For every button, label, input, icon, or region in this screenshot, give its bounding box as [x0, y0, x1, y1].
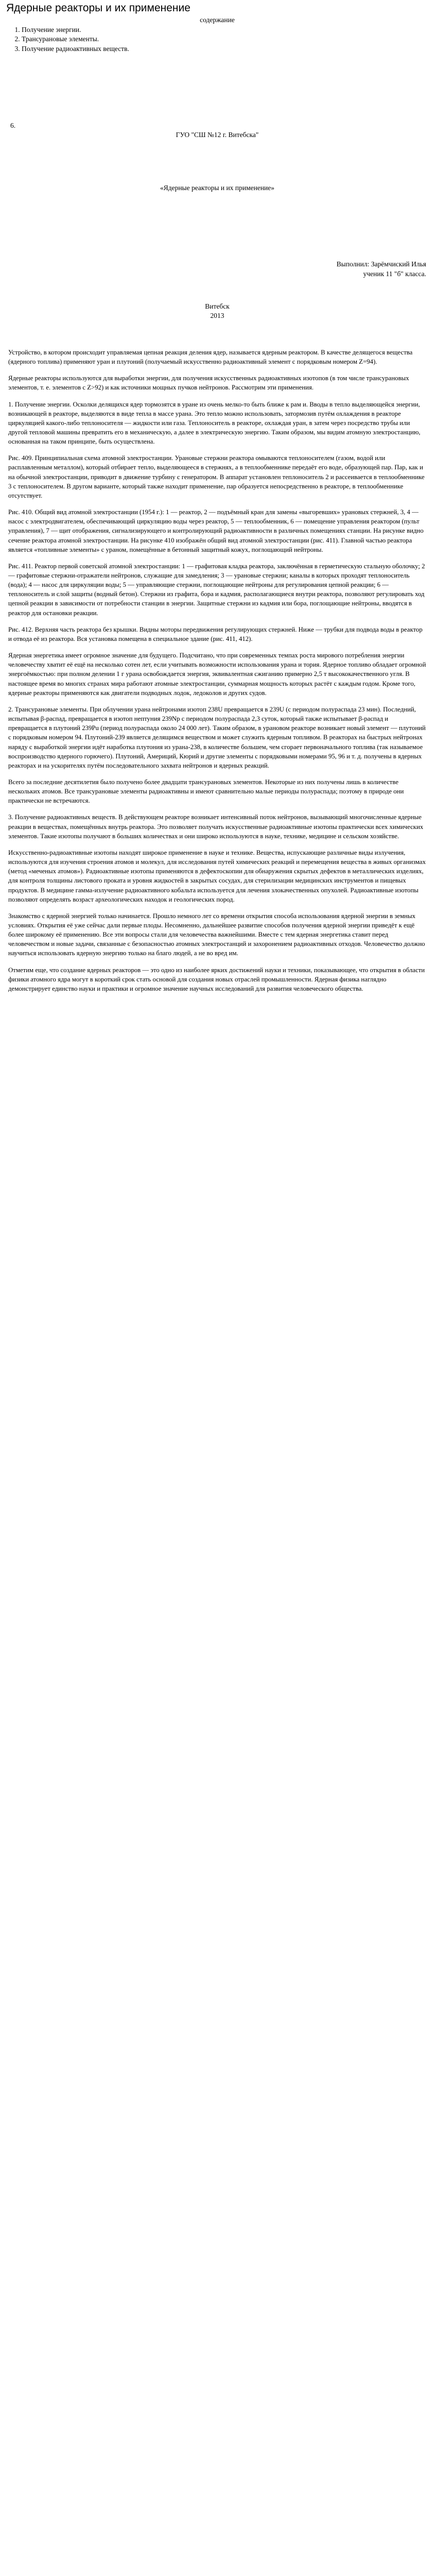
paragraph: 2. Трансурановые элементы. При облучении урана нейтронами изотоп 238U превращается в 239U (с периодом полураспада 23 мин). Последний, испытывая β-распад, превращается в изотоп нептуния 239Np с периодом полураспада 2,3 суток, который также испытывает β-распад и превращается в плутоний 239Pu (период полураспада около 24 000 лет). Таким образом, в урановом реакторе возникает новый элемент — плутоний с порядковым номером 94. Плутоний-239 является делящимся веществом и может служить ядерным топливом. В реакторах на быстрых нейтронах наряду с выработкой энергии идёт наработка плутония из урана-238, в количестве большем, чем сгорает первоначального топлива (так называемое воспроизводство ядерного горючего). Плутоний, Америций, Кюрий и другие элементы с порядковыми номерами 95, 96 и т. д. получены в ядерных реакторах и на ускорителях путём последовательного захвата нейтронов и ядерных реакций. — [8, 705, 426, 769]
author-line: Выполнил: Зарёмчиский Илья — [336, 260, 426, 268]
author-class: ученик 11 "б" класса. — [363, 270, 426, 278]
paragraph: 3. Получение радиоактивных веществ. В действующем реакторе возникает интенсивный поток нейтронов, вызывающий многочисленные ядерные реакции в веществах, помещённых внутрь реактора. Это позволяет получать искусственные радиоактивные изотопы практически всех химических элементов. Такие изотопы получают в больших количествах и они широко используются в науке, технике, медицине и сельском хозяйстве. — [8, 814, 424, 840]
toc-heading: содержание — [200, 16, 235, 24]
report-topic: «Ядерные реакторы и их применение» — [160, 183, 275, 192]
paragraph: Рис. 410. Общий вид атомной электростанции (1954 г.): 1 — реактор, 2 — подъёмный кран для замены «выгоревших» урановых стержней, 3, 4 — насос с электродвигателем, обеспечивающий циркуляцию воды через реактор, 5 — теплообменник, 6 — помещение управления реактором (пульт управления), 7 — щит отображения, сигнализирующего и контролирующий радиоактивности в различных помещениях станции. На рисунке видно сечение реактора атомной электростанции. На рисунке 410 изображён общий вид атомной электростанции (рис. 411). Главной частью реактора является «топливные элементы» с ураном, помещённые в бетонный защитный кожух, поглощающий нейтроны. — [8, 509, 424, 553]
paragraph: 1. Получение энергии. Осколки делящихся ядер тормозятся в уране из очень мелко-то быть ближе к рам и. Вводы в тепло выделяющейся энергии, возникающей в реакторе, выделяются в виде тепла в массе урана. Это тепло можно использовать, затормозив путём охлаждения в реакторе циркуляцией какого-либо теплоносителя — жидкости или газа. Теплоноситель в реакторе, охлаждая уран, в затем через посредство трубы или другой тепловой машины превратить его в механическую, а далее в электрическую энергию. Таким образом, мы видим атомную электростанцию, основанная на таком принципе, быть осуществлена. — [8, 400, 421, 446]
section-marker: 6. — [10, 121, 16, 129]
paragraph: Всего за последние десятилетия было получено более двадцати трансурановых элементов. Некоторые из них получены лишь в количестве нескольких атомов. Все трансурановые элементы радиоактивны и имеют сравнительно малые периоды полураспада; поэтому в природе они практически не встречаются. — [8, 778, 404, 805]
toc-item: 1. Получение энергии. — [22, 25, 426, 35]
paragraph: Знакомство с ядерной энергией только начинается. Прошло немного лет со времени открытия способа использования ядерной энергии в земных условиях. Открытия её уже сейчас дали первые плоды. Несомненно, дальнейшее развитие способов получения ядерной энергии приведёт к ещё более широкому её применению. Все эти вопросы стали для человечества важнейшими. Вместе с тем ядерная энергетика ставит перед человечеством и новые задачи, связанные с безопасностью атомных электростанций и захоронением радиоактивных отходов. Человечество должно научиться использовать ядерную энергию только на благо людей, а не во вред им. — [8, 912, 425, 957]
toc-item: 3. Получение радиоактивных веществ. — [22, 44, 426, 54]
paragraph: Рис. 412. Верхняя часть реактора без крышки. Видны моторы передвижения регулирующих стержней. Ниже — трубки для подвода воды в реактор и отвода её из реактора. Вся установка помещена в специальное здание (рис. 411, 412). — [8, 625, 423, 642]
paragraph: Отметим еще, что создание ядерных реакторов — это одно из наиболее ярких достижений науки и техники, показывающее, что открытия в области физики атомного ядра могут в короткий срок стать основой для создания новых отраслей промышленности. Ядерная физика наглядно демонстрирует единство науки и практики и огромное значение научных исследований для развития человеческого общества. — [8, 966, 425, 992]
paragraph: Ядерные реакторы используются для выработки энергии, для получения искусственных радиоактивных изотопов (в том числе трансурановых элементов, т. е. элементов с Z>92) и как источники мощных пучков нейтронов. Рассмотрим эти применения. — [8, 375, 409, 392]
city: Витебск — [205, 302, 230, 310]
paragraph: Рис. 409. Принципиальная схема атомной электростанции. Урановые стержни реактора омываются теплоносителем (газом, водой или расплавленным металлом), который отбирает тепло, выделяющееся в стержнях, а в теплообменнике передаёт его воде, образующей пар. Пар, как и на обычной электростанции, приводит в движение турбину с генератором. В аппарат установлен теплоноситель 2 и рассеивается в теплообменнике 3 с теплоносителем. В другом варианте, который также находит применение, пар образуется непосредственно в реакторе, в теплообменнике отсутствует. — [8, 454, 425, 499]
toc-list — [8, 25, 426, 54]
paragraph: Рис. 411. Реактор первой советской атомной электростанции: 1 — графитовая кладка реактора, заключённая в герметическую стальную оболочку; 2 — графитовые стержни-отражатели нейтронов, служащие для замедления; 3 — урановые стержни; каналы в которых проходят теплоноситель (вода); 4 — насос для циркуляции воды; 5 — управляющие стержни, поглощающие нейтроны для регулирования цепной реакции; 6 — теплоноситель и слой защиты (водный бетон). Стержни из графита, бора и кадмия, располагающиеся внутри реактора, позволяют регулировать ход цепной реакции в зависимости от потребности станции в энергии. Защитные стержни из кадмия или бора, поглощающие нейтроны, вводятся в реактор для остановки реакции. — [8, 562, 425, 617]
toc-item: 2. Трансурановые элементы. — [22, 35, 426, 44]
year: 2013 — [210, 312, 224, 320]
document-body — [8, 15, 426, 1001]
article-text — [8, 348, 426, 993]
paragraph: Искусственно-радиоактивные изотопы находят широкое применение в науке и технике. Вещества, испускающие различные виды излучения, используются для изучения строения атомов и молекул, для исследования путей химических реакций и перемещения вещества в живых организмах (метод «меченых атомов»). Радиоактивные изотопы применяются в дефектоскопии для обнаружения скрытых дефектов в металлических изделиях, для контроля толщины листового проката и уровня жидкостей в закрытых сосудах, для стерилизации медицинских инструментов и пищевых продуктов. В медицине гамма-излучение радиоактивного кобальта используется для лечения злокачественных опухолей. Радиоактивные изотопы позволяют определять возраст археологических находок и геологических пород. — [8, 849, 426, 903]
paragraph: Ядерная энергетика имеет огромное значение для будущего. Подсчитано, что при современных темпах роста мирового потребления энергии человечеству хватит её ещё на несколько сотен лет, если учитывать возможности использования урана и тория. Ядерное топливо обладает огромной энергоёмкостью: при полном делении 1 г урана освобождается энергия, эквивалентная сжиганию примерно 2,5 т высококачественного угля. В настоящее время во многих странах мира работают атомные электростанции, суммарная мощность которых растёт с каждым годом. Кроме того, ядерные реакторы применяются как двигатели подводных лодок, ледоколов и других судов. — [8, 652, 426, 697]
paragraph: Устройство, в котором происходит управляемая цепная реакция деления ядер, называется ядерным реактором. В качестве делящегося вещества (ядерного топлива) применяют уран и плутоний (получаемый искусственно радиоактивный элемент с порядковым номером Z=94). — [8, 348, 413, 366]
page-title: Ядерные реакторы и их применение — [6, 2, 190, 14]
school-name: ГУО "СШ №12 г. Витебска" — [176, 131, 259, 139]
